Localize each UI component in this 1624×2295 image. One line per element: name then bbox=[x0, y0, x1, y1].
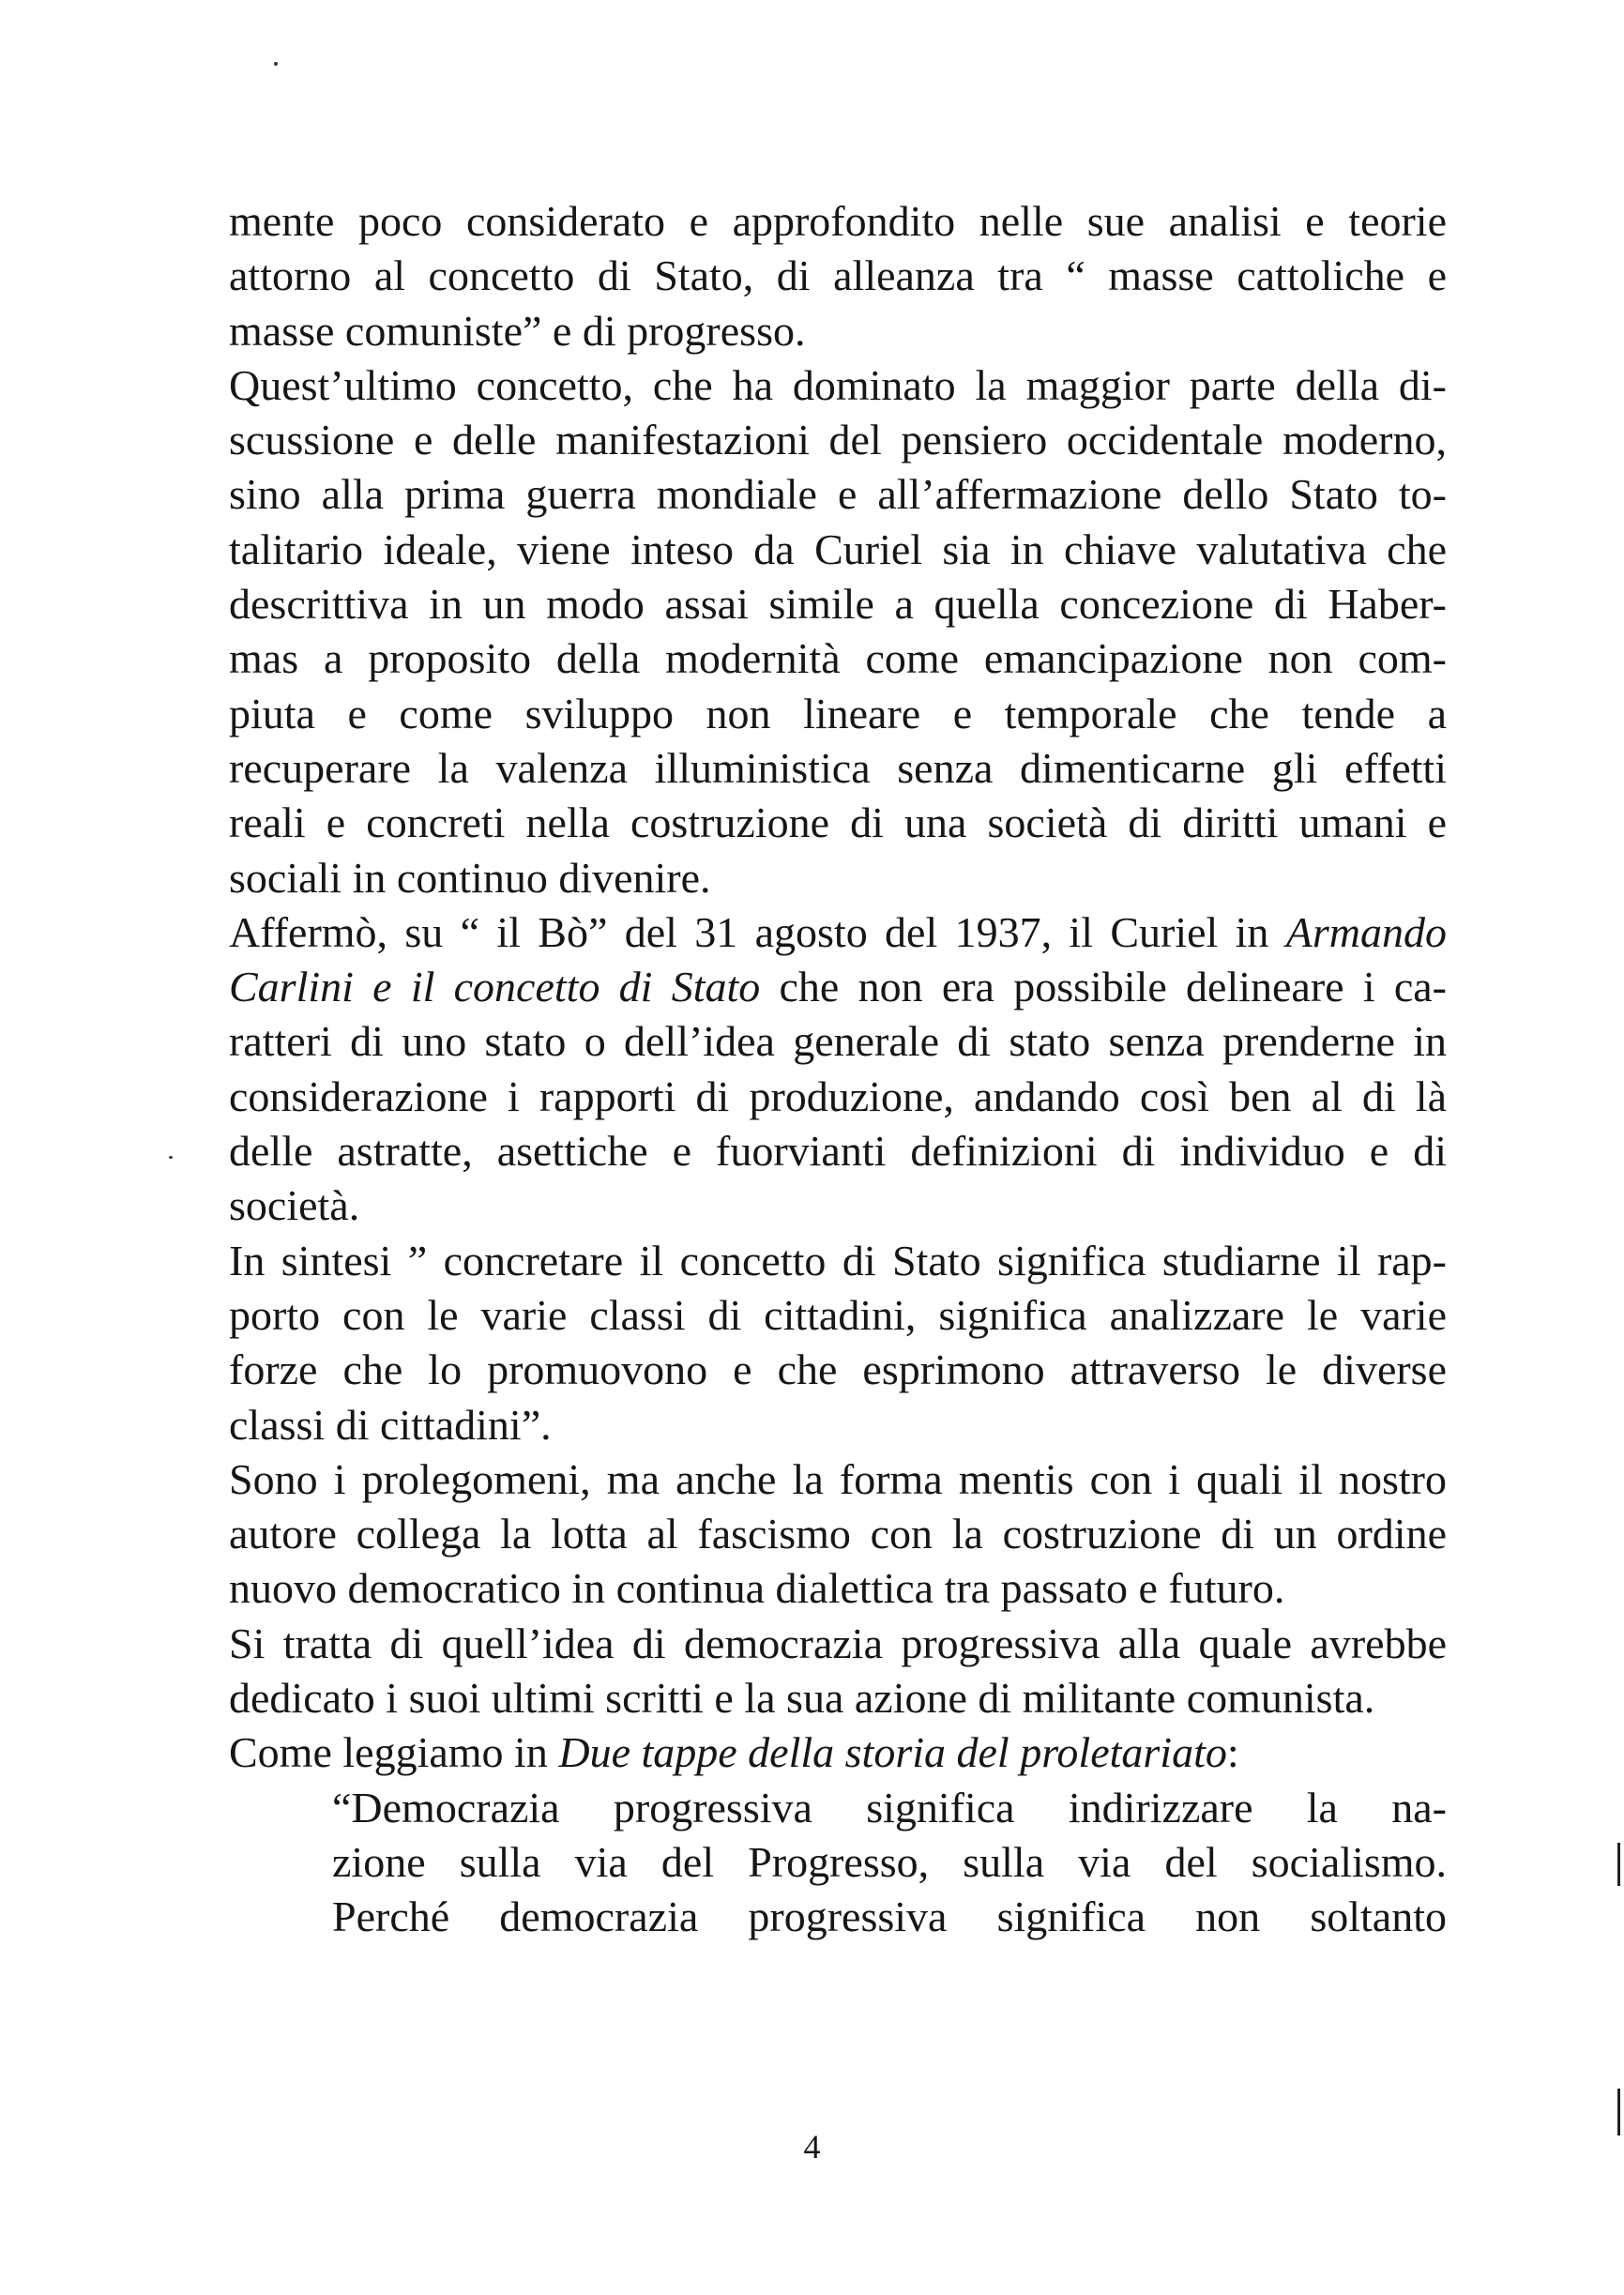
italic-title: Armando bbox=[1285, 907, 1447, 956]
text-line: autore collega la lotta al fascismo con la costruzione di un ordine bbox=[229, 1510, 1447, 1558]
text-line: reali e concreti nella costruzione di una società di diritti umani e bbox=[229, 798, 1447, 847]
quote-line: zione sulla via del Progresso, sulla via del socialismo. bbox=[332, 1837, 1447, 1886]
text-run: Come leggiamo in bbox=[229, 1728, 559, 1777]
text-line: porto con le varie classi di cittadini, significa analizzare le varie bbox=[229, 1290, 1447, 1339]
text-line: sociali in continuo divenire. bbox=[229, 853, 711, 902]
text-line bbox=[229, 1725, 1447, 1780]
text-line: piuta e come sviluppo non lineare e temporale che tende a bbox=[229, 689, 1447, 737]
text-line: Si tratta di quell’idea di democrazia progressiva alla quale avrebbe bbox=[229, 1619, 1447, 1667]
text-line: recuperare la valenza illuministica senza dimenticarne gli effetti bbox=[229, 743, 1447, 792]
text-line: dedicato i suoi ultimi scritti e la sua azione di militante comunista. bbox=[229, 1674, 1375, 1723]
italic-title: Due tappe della storia del proletariato bbox=[558, 1728, 1227, 1777]
scan-speck bbox=[169, 1156, 173, 1159]
page-number: 4 bbox=[803, 2128, 821, 2166]
text-line bbox=[229, 960, 1447, 1014]
text-line: In sintesi ” concretare il concetto di Stato significa studiarne il rap- bbox=[229, 1236, 1447, 1284]
text-line: talitario ideale, viene inteso da Curiel sia in chiave valutativa che bbox=[229, 524, 1447, 573]
quote-line: “Democrazia progressiva significa indirizzare la na- bbox=[332, 1783, 1447, 1831]
italic-title: Carlini e il concetto di Stato bbox=[229, 963, 761, 1011]
text-line: scussione e delle manifestazioni del pensiero occidentale moderno, bbox=[229, 416, 1447, 464]
text-line: Sono i prolegomeni, ma anche la forma mentis con i quali il nostro bbox=[229, 1454, 1447, 1503]
text-line: nuovo democratico in continua dialettica tra passato e futuro. bbox=[229, 1564, 1285, 1613]
text-line: masse comuniste” e di progresso. bbox=[229, 306, 806, 355]
text-run: : bbox=[1226, 1728, 1239, 1777]
text-run: Affermò, su “ il Bò” del 31 agosto del 1937, il Curiel in bbox=[229, 907, 1286, 956]
text-line bbox=[229, 905, 1447, 960]
text-line: Quest’ultimo concetto, che ha dominato la maggior parte della di- bbox=[229, 360, 1447, 409]
text-line: ratteri di uno stato o dell’idea generale di stato senza prenderne in bbox=[229, 1017, 1447, 1066]
text-line: classi di cittadini”. bbox=[229, 1400, 552, 1449]
text-line: mente poco considerato e approfondito nelle sue analisi e teorie bbox=[229, 197, 1447, 245]
text-line: descrittiva in un modo assai simile a quella concezione di Haber- bbox=[229, 580, 1447, 629]
text-line: società. bbox=[229, 1181, 360, 1230]
scan-speck bbox=[274, 62, 278, 66]
text-line: sino alla prima guerra mondiale e all’affermazione dello Stato to- bbox=[229, 470, 1447, 519]
text-line: mas a proposito della modernità come emancipazione non com- bbox=[229, 634, 1447, 683]
text-line: forze che lo promuovono e che esprimono attraverso le diverse bbox=[229, 1345, 1447, 1394]
text-line: considerazione i rapporti di produzione, andando così ben al di là bbox=[229, 1072, 1447, 1120]
text-line: attorno al concetto di Stato, di alleanza tra “ masse cattoliche e bbox=[229, 251, 1447, 300]
quote-line: Perché democrazia progressiva significa non soltanto bbox=[332, 1892, 1447, 1941]
body-text bbox=[229, 194, 1447, 1945]
scan-edge-mark bbox=[1617, 2089, 1620, 2135]
text-line: delle astratte, asettiche e fuorvianti definizioni di individuo e di bbox=[229, 1127, 1447, 1176]
scan-edge-mark bbox=[1617, 1843, 1620, 1886]
text-run: che non era possibile delineare i ca- bbox=[760, 963, 1447, 1011]
